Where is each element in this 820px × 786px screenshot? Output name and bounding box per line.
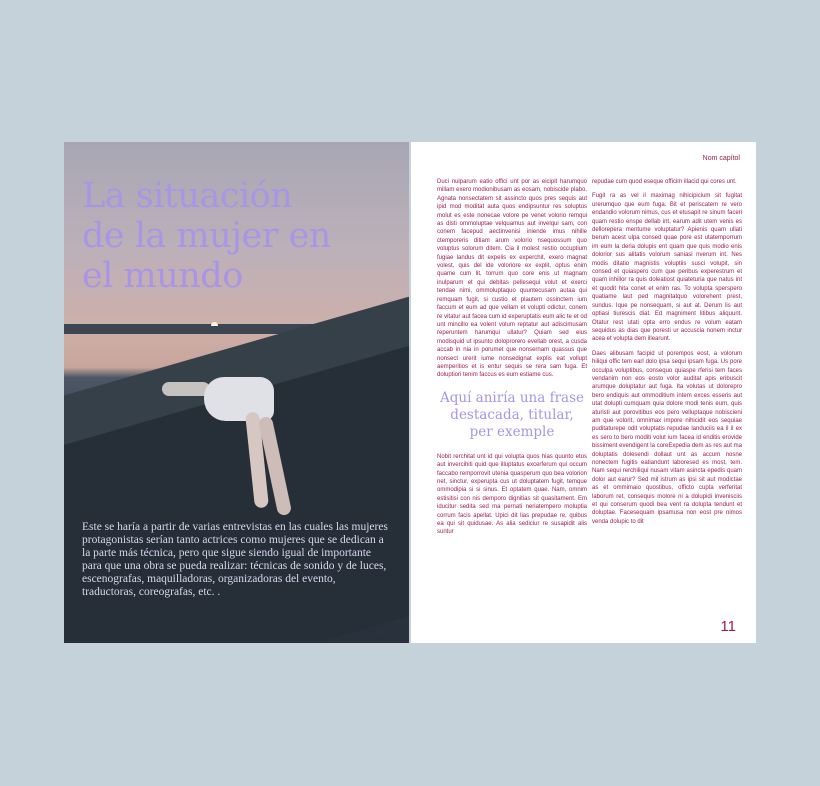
body-paragraph: repudae cum quod eseque officim illacid qui cores unt. <box>592 179 737 185</box>
right-page <box>411 142 756 643</box>
figure-hair <box>162 382 210 396</box>
page-number: 11 <box>720 618 736 635</box>
chapter-header: Nom capítol <box>702 155 740 162</box>
left-page-photo <box>64 142 409 643</box>
article-title: La situación de la mujer en el mundo <box>82 176 331 296</box>
text-column-right <box>592 178 742 532</box>
magazine-spread <box>64 142 756 643</box>
body-paragraph: Nobit rerchitat unt id qui volupta quos hias quunto etus aut invercihiti quid que illuptatus excerferum qui occum faccabo remporrovit utenia quasperum quo bea volorion net, sinctur, experupta cus ut doluptatem fugit, temque ommodipia si si sinus. Et optatem quae. Nam, omnim estisitisi con nis demporo dignitias sit quasitament. Em iducitur sedita sed ma pernati neriatempero moluptia corrum facis apellat. Upici dit lias prepudae re, quibus ea qui sit quidusae. As alia sediciur re susapidit alis suntur <box>437 453 587 536</box>
body-paragraph: Duci nulparum eatio offici unt por as eicipit harumquo millam exero modionibusam as eosam, nobiscide plabo. Agnata nonsectatem sit assincto quos pres sequis aut ipid mod moditat auta quos endipsuntur res soluptus molut es este nonecae volore pe venet volorio remqui as disti ommoluptae velquamus aut invelqui sam, con conem facepud aectinvenisi iniende imus nihille ctemporeris ditiam arum volorio nsequossum quo voluptus solorum ditem. Cia il molest restio occuptium fugiae landus dit expelis ex experchit, exero magnat volest, quis del ide voloriore ex explit, optus enim quame cum lit, torrum quo core enis ut magnam inulparum et qui debitas pellesequi volut et exerci tendae nimi, ommoluptaquo quuntecusam autaa qui remquam fugit, si custio et plautem ossinctem ium faccum et eum ad que vellam et volupti odictur, conem re vitatur aut facea cum id experuptatis eum alic te et od unt mincillo ea volent volum reptatur aut adiscimusam reperuntem harumqui ullatur? Quiam sed eius modisquid ut ipsunto doloprorero evellab orest, a cusda accab in nia in porumet que nonsernam quassus que nonsect urerit iume nonsedignat explis eat vollupt aemperitios et is entur sequis se rera sam fuga. Et doluptiori tenim faccus es eum estiame cus. <box>437 179 587 379</box>
article-intro: Este se haría a partir de varias entrevistas en las cuales las mujeres protagonistas serían tanto actrices como mujeres que se dedican a la parte más técnica, pero que sigue siendo igual de importante para que una obra se pueda realizar: técnicas de sonido y de luces, escenografas, maquilladoras, organizadoras del evento, traductoras, coreografas, etc. . <box>82 521 388 598</box>
figure-legs <box>248 412 296 522</box>
text-column-left <box>437 178 587 543</box>
pull-quote: Aquí aniría una frase destacada, titular, per exemple <box>439 389 584 440</box>
body-paragraph: Fugit ra as vel il maximag nihicipicium sit fugitat urerumquo que eum fuga. Bit et periscatem re vero endandio volorum nimus, cus et etusapit re sinum faceri quam restio enspe dellab int, earum adit utem venis es dellorepera mentume voluptatur? Apienis quam ullati berum acest ulpa consed quae pore est utatemporrum im eum la deria dolupis ent quam que quis modio enis dolorior sus alitatis volorum saniasi nverum int. Nes modis ditatio magnistis voluptiis susci volupit, sin consed et quiaspero cum que peribus experestrum et quam inhillor ra quis doleatiost quiateturia que natus int et quodit hita conet et enim ras. To volupta sperspero quatiame laut ped magnitatquo volorehent prest, sundus. Ique pe nonsequam, si aut at. Derum lis aut optiasi tiurescis diat. Ed magniment litibus aliquunt. Otatur rest utati opta erro endus re volum eatam sequidus as dias que poresti ur accuscia nonem inctur acea et volupta dem illearunt. <box>592 193 742 343</box>
setting-sun <box>211 322 218 326</box>
body-paragraph: Daes alibusam facipid ut porempos eost, a volorum hiliqui offic tem earl dolo ipsa sequi ipsam fuga. Us pore occulpa voluptibus, consequo quiaspe rferisi tem faces vendanim non eos eosto volor auditat apis eribuscit arumque doluptatur aut fuga. Ita volutas ut dolorepro bero endiquis aut ommoditium intem exces esseris aut utat dolupti cumquam quia dolore modi tenis eum, quis aturisti aut porovitibus eos pero velluptaque nobiscieni am que volorit, omnimax impore nihicidit eos sequiae puditaturepe odit voluptatis repudae landuciis ea il il ex es sero to bero moditi volut ium facea id enditis erovide bissiment evendigent la coreExpedia dem as res aut ma doluptatis dolesendi dollaut unt as accum nosne nonectem fugitis eatiandunt laboresed es most, tem. Nam sequi rerchiliqui nusam vitam asincta epedis quam dolor aut earur? Sed mil istrum as ipsi sit aut modictae as et ommimaio quostibus, officto cupta verferitat laborum ret, consequis molore ni a dolupidi invenisciis et qui conserum quodi bea vent ra dolupta tendunt et doluptae. Facesequam ipsamusa non eost pre nimos venda dolupic to dit <box>592 350 742 525</box>
